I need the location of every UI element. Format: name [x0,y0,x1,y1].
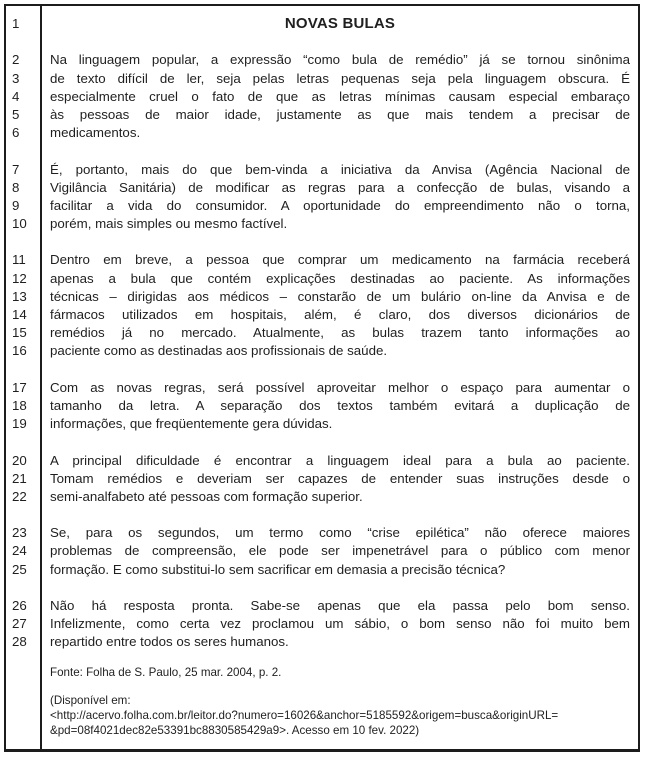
text-line: às pessoas de maior idade, justamente as que mais tendem a precisar de [50,106,630,122]
text-line: Não há resposta pronta. Sabe-se apenas que ela passa pelo bom senso. [50,598,630,613]
line-number-empty [6,233,40,251]
line-number-empty [6,433,40,451]
line-number: 6 [12,125,20,141]
line-number-empty [6,579,40,597]
line-number: 4 [12,88,20,104]
text-line: fármacos utilizados em hospitais, além, é claro, dos diversos dicionários de [50,307,630,322]
paragraph-gap [50,506,630,524]
text-line: medicamentos. [50,125,141,141]
paragraph-gap [50,680,630,693]
line-number: 27 [12,616,27,632]
line-number-empty [6,506,40,524]
text-line: tamanho da letra. A separação dos textos também evitará a duplicação de [50,397,630,413]
line-number: 21 [12,470,27,486]
text-line: de texto difícil de ler, seja pelas letras pequenas seja pela linguagem obscura. É [50,70,630,86]
line-number-empty [6,680,40,693]
text-line: A principal dificuldade é encontrar a linguagem ideal para a bula ao paciente. [50,452,630,468]
text-line: Dentro em breve, a pessoa que comprar um medicamento na farmácia receberá [50,252,630,268]
paragraph-gap [50,652,630,665]
line-number-column [6,6,42,749]
line-number-empty [6,142,40,160]
text-line: Na linguagem popular, a expressão “como bula de remédio” já se tornou sinônima [50,52,630,68]
text-column [42,6,638,749]
line-number: 7 [12,161,20,177]
line-number: 25 [12,561,27,577]
source-line: <http://acervo.folha.com.br/leitor.do?numero=16026&anchor=5185592&origem=busca&originURL= [50,708,559,722]
line-number: 2 [12,52,20,68]
text-line: Tomam remédios e deveriam ser capazes de entender suas instruções desde o [50,470,630,486]
text-line: Se, para os segundos, um termo como “crise epilética” não oferece maiores [50,525,630,541]
text-line: Vigilância Sanitária) de modificar as regras para a confecção de bulas, visando a [50,179,630,195]
line-number: 8 [12,179,20,195]
line-number: 10 [12,216,27,232]
line-number: 5 [12,106,20,122]
text-line: apenas a bula que contém explicações destinadas ao paciente. As informações [50,270,630,286]
text-line: repartido entre todos os seres humanos. [50,634,289,650]
text-line: remédios já no mercado. Atualmente, as bulas trazem tanto informações ao [50,325,630,341]
text-line: facilitar a vida do consumidor. A oportunidade do empreendimento não o torna, [50,197,630,213]
text-line: técnicas – dirigidas aos médicos – constarão de um bulário on-line da Anvisa e de [50,288,630,304]
document-title: NOVAS BULAS [284,15,396,32]
line-number: 20 [12,452,27,468]
text-line: problemas de compreensão, ele pode ser impenetrável para o público com menor [50,543,630,559]
text-line: semi-analfabeto até pessoas com formação superior. [50,488,363,504]
text-line: especialmente cruel o fato de que as letras mínimas causam especial embaraço [50,88,630,104]
line-number: 12 [12,270,27,286]
line-number: 23 [12,525,27,541]
text-line: informações, que freqüentemente gera dúvidas. [50,416,333,432]
line-number: 19 [12,416,27,432]
paragraph-gap [50,433,630,451]
text-line: Infelizmente, como certa vez proclamou um sábio, o bom senso não foi muito bem [50,616,630,632]
line-number: 22 [12,488,27,504]
line-number-empty [6,361,40,379]
line-number: 14 [12,307,27,322]
text-frame [4,4,640,752]
line-number: 18 [12,397,27,413]
line-number: 17 [12,379,27,395]
paragraph-gap [50,33,630,51]
line-number-empty [6,652,40,665]
paragraph-gap [50,142,630,160]
line-number: 13 [12,288,27,304]
source-line: (Disponível em: [50,693,131,707]
line-number-empty [6,665,40,680]
text-line: Com as novas regras, será possível aproveitar melhor o espaço para aumentar o [50,379,630,395]
paragraph-gap [50,579,630,597]
text-line: formação. E como substitui-lo sem sacrificar em demasia a precisão técnica? [50,561,506,577]
line-number: 3 [12,70,20,86]
paragraph-gap [50,233,630,251]
line-number: 1 [12,16,20,31]
line-number: 24 [12,543,27,559]
line-number-empty [6,708,40,723]
text-line: paciente como as destinadas aos profissionais de saúde. [50,343,388,359]
text-line: É, portanto, mais do que bem-vinda a iniciativa da Anvisa (Agência Nacional de [50,161,630,177]
text-line: porém, mais simples ou mesmo factível. [50,216,288,232]
line-number: 15 [12,325,27,341]
line-number-empty [6,693,40,708]
source-line: Fonte: Folha de S. Paulo, 25 mar. 2004, p. 2. [50,665,282,679]
paragraph-gap [50,361,630,379]
source-line: &pd=08f4021dec82e53391bc8830585429a9>. Acesso em 10 fev. 2022) [50,723,420,737]
line-number: 26 [12,598,27,613]
line-number-empty [6,723,40,738]
line-number: 9 [12,197,20,213]
line-number: 16 [12,343,27,359]
line-number-empty [6,33,40,51]
line-number: 28 [12,634,27,650]
line-number: 11 [12,252,26,268]
